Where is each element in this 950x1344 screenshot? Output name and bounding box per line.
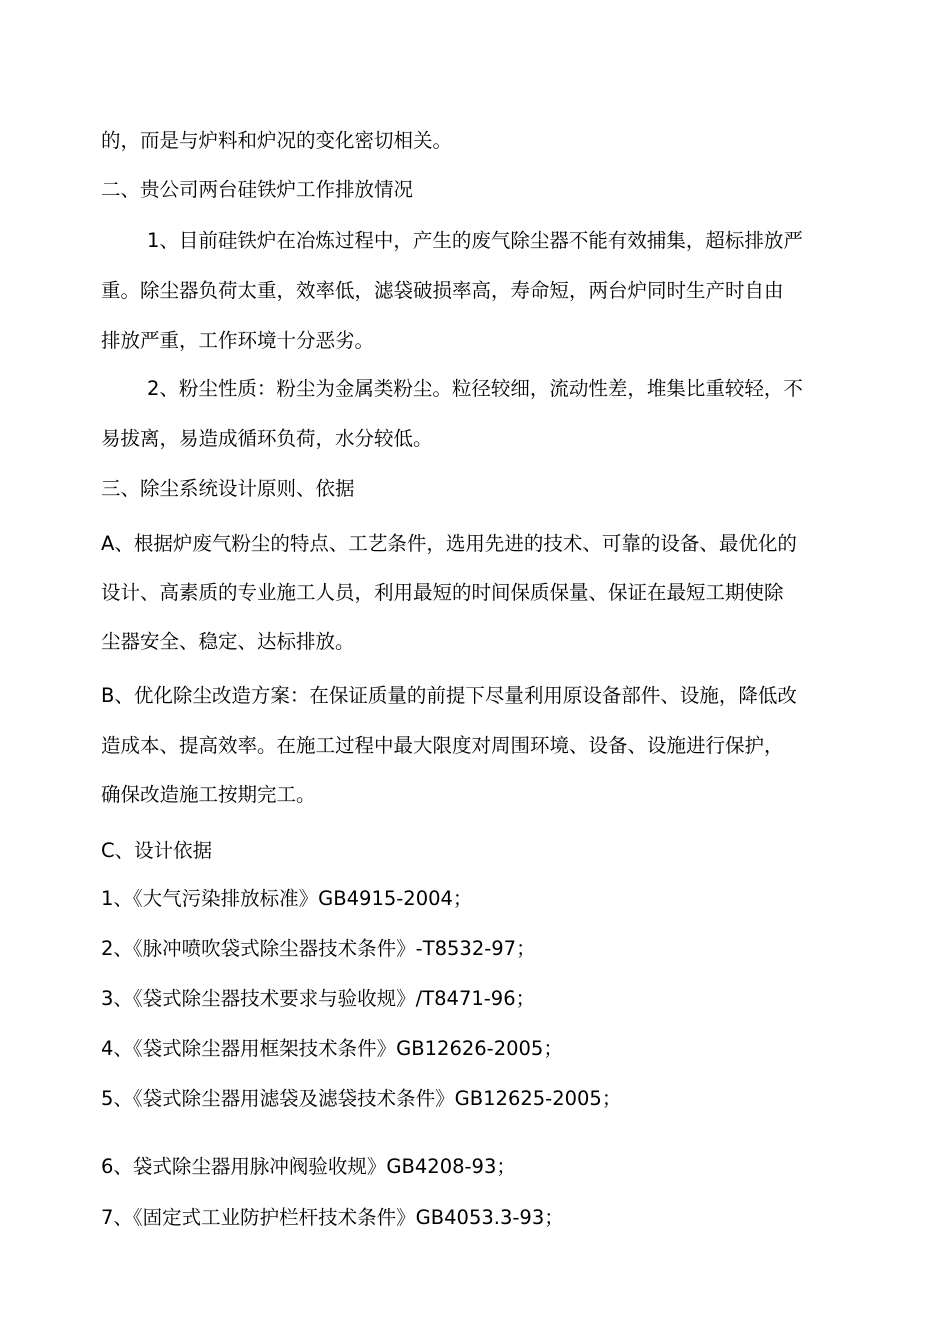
principle-b-line-3: 确保改造施工按期完工。 <box>101 783 316 806</box>
principle-b-line-2: 造成本、提高效率。在施工过程中最大限度对周围环境、设备、设施进行保护， <box>101 734 784 757</box>
standard-item-6: 6、袋式除尘器用脉冲阀验收规》GB4208-93； <box>101 1155 516 1178</box>
design-basis-heading: C、设计依据 <box>101 839 213 862</box>
standard-item-5: 5、《袋式除尘器用滤袋及滤袋技术条件》GB12625-2005； <box>101 1087 622 1110</box>
principle-a-line-1: A、根据炉废气粉尘的特点、工艺条件，选用先进的技术、可靠的设备、最优化的 <box>101 532 797 555</box>
paragraph-continuation-line: 的，而是与炉料和炉况的变化密切相关。 <box>101 129 453 152</box>
section-heading-three: 三、除尘系统设计原则、依据 <box>101 477 355 500</box>
principle-a-line-2: 设计、高素质的专业施工人员，利用最短的时间保质保量、保证在最短工期使除 <box>101 581 784 604</box>
principle-a-line-3: 尘器安全、稳定、达标排放。 <box>101 630 355 653</box>
standard-item-3: 3、《袋式除尘器技术要求与验收规》/T8471-96； <box>101 987 536 1010</box>
standard-item-1: 1、《大气污染排放标准》GB4915-2004； <box>101 887 473 910</box>
section-heading-two: 二、贵公司两台硅铁炉工作排放情况 <box>101 178 414 201</box>
standard-item-2: 2、《脉冲喷吹袋式除尘器技术条件》-T8532-97； <box>101 937 536 960</box>
principle-b-line-1: B、优化除尘改造方案：在保证质量的前提下尽量利用原设备部件、设施，降低改 <box>101 684 797 707</box>
standard-item-7: 7、《固定式工业防护栏杆技术条件》GB4053.3-93； <box>101 1206 564 1229</box>
standard-item-4: 4、《袋式除尘器用框架技术条件》GB12626-2005； <box>101 1037 563 1060</box>
item-1-line-3: 排放严重，工作环境十分恶劣。 <box>101 329 375 352</box>
item-1-line-2: 重。除尘器负荷太重，效率低，滤袋破损率高，寿命短，两台炉同时生产时自由 <box>101 279 784 302</box>
item-2-line-1: 2、粉尘性质：粉尘为金属类粉尘。粒径较细，流动性差，堆集比重较轻，不 <box>147 377 803 400</box>
item-1-line-1: 1、目前硅铁炉在冶炼过程中，产生的废气除尘器不能有效捕集，超标排放严 <box>147 229 803 252</box>
item-2-line-2: 易拔离，易造成循环负荷，水分较低。 <box>101 427 433 450</box>
